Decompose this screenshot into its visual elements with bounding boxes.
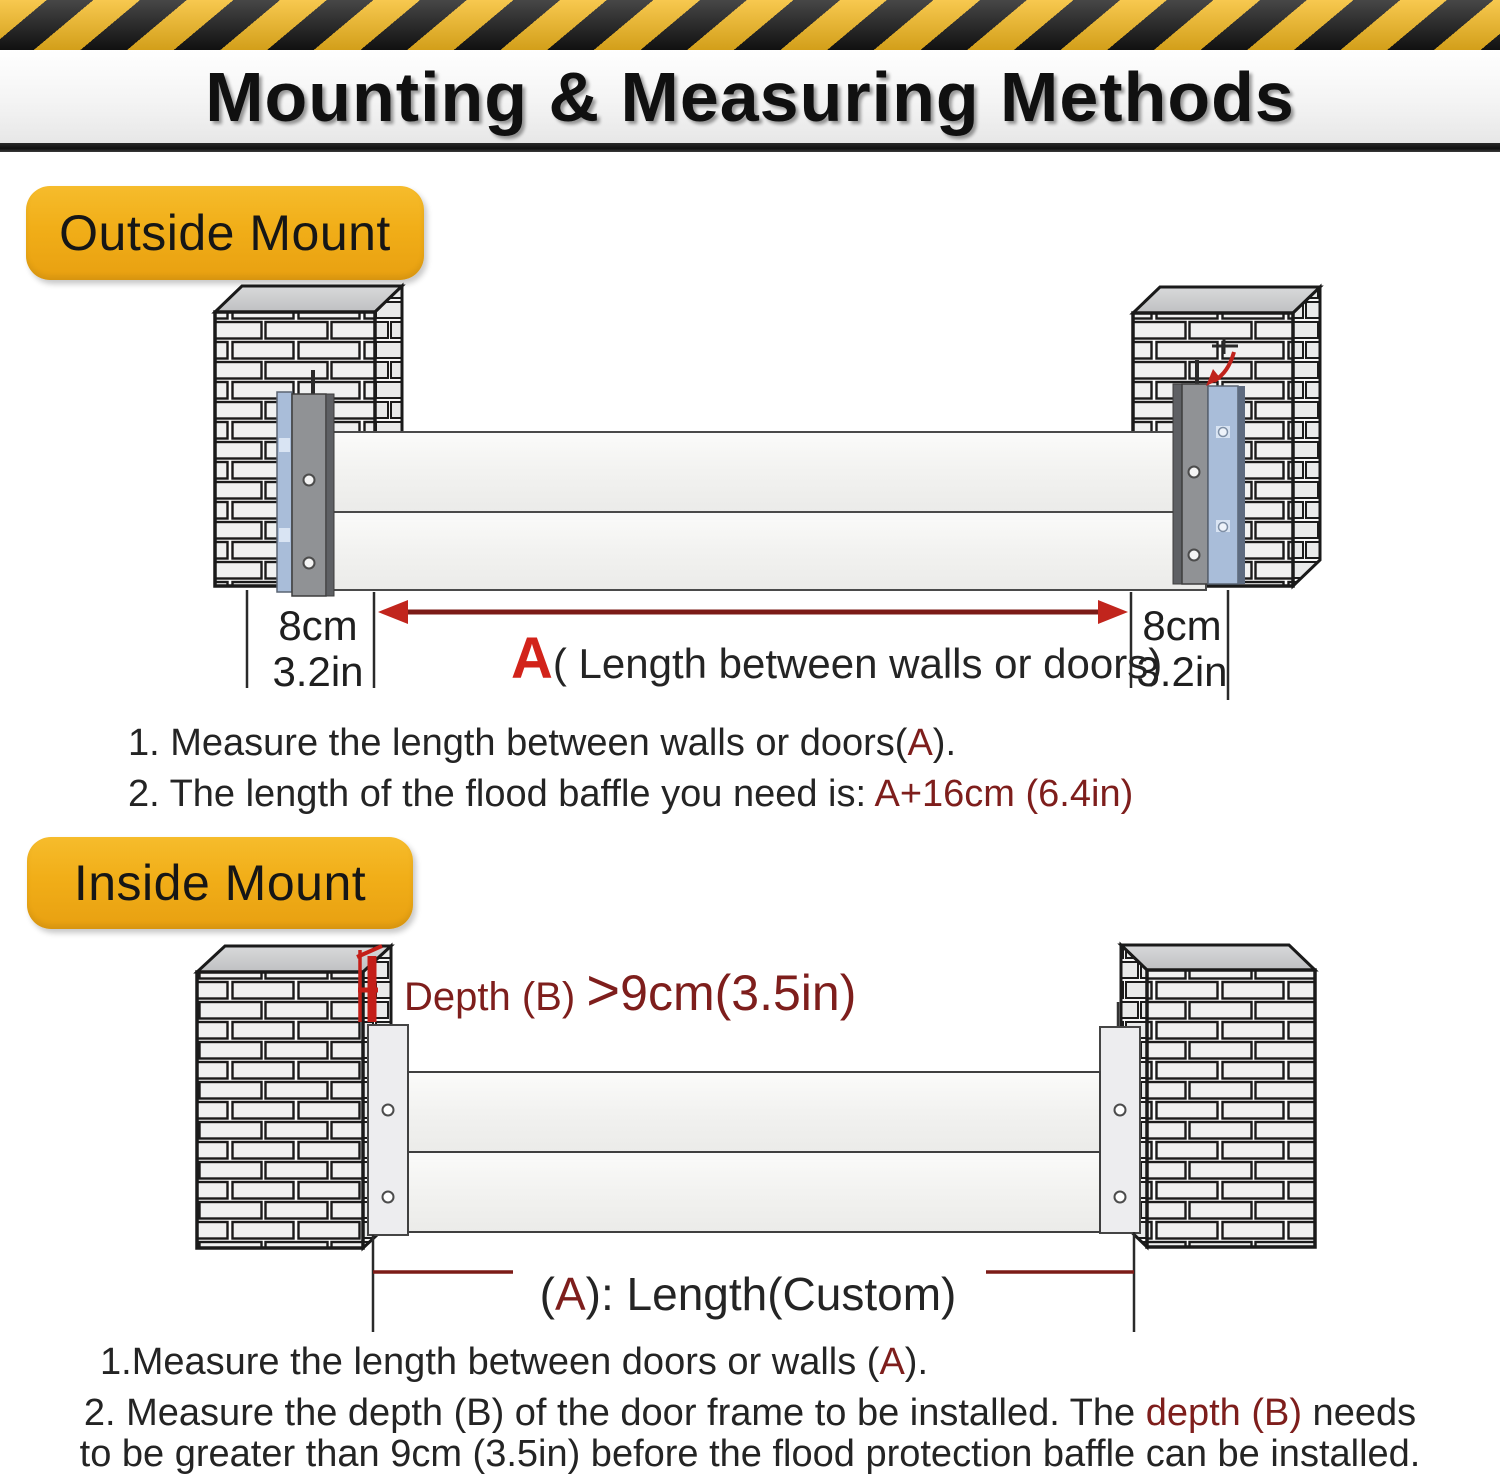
seal-screw-dot [1219,523,1228,532]
inside-mount-badge [27,837,413,929]
seal-strip-mark [279,528,290,542]
screw-hole [304,475,315,486]
panel-top-row [326,432,1206,512]
screw-hole [383,1192,394,1203]
brick-pillar-right [1118,945,1315,1247]
caution-stripe-band [0,0,1500,50]
pillar-cap [215,286,402,312]
pillar-front-face [197,972,363,1248]
seal-strip [1208,386,1238,584]
dim-left-in: 3.2in [272,648,364,695]
inside-step-2-line-1: 2. Measure the depth (B) of the door frame to be installed. The depth (B) needs [83,1392,1417,1434]
outside-mount-diagram [0,270,1500,710]
inside-mount-diagram [0,940,1500,1360]
screw-hole [1115,1192,1126,1203]
pillar-cap [1121,945,1315,970]
seal-strip-edge [1238,386,1245,584]
screw-hole [1189,467,1200,478]
dimension-annotation-outside [247,590,1228,700]
inside-step-1: 1.Measure the length between doors or walls (A). [100,1341,929,1383]
dimension-annotation-inside [373,1232,1134,1332]
inside-step-2 [0,1393,1500,1475]
outside-step-1: 1. Measure the length between walls or doors(A). [128,722,957,764]
header-divider-bar [0,143,1500,152]
seal-strip [277,392,292,592]
pillar-cap [1133,287,1320,313]
bracket-edge [1173,384,1182,584]
outside-mount-badge-label: Outside Mount [59,205,391,261]
inside-step-2-line-2: to be greater than 9cm (3.5in) before the flood protection baffle can be installed. [79,1433,1421,1475]
bracket-edge [326,394,334,596]
length-custom-label: (A): Length(Custom) [539,1268,957,1320]
dim-left-cm: 8cm [278,602,358,649]
mounting-bracket-right [1173,352,1245,584]
screw-hole [304,558,315,569]
panel-top-row [408,1072,1100,1152]
dim-right-in: 3.2in [1136,648,1228,695]
screw-hole [1189,550,1200,561]
mounting-channel-right [1100,1027,1140,1233]
outside-step-2: 2. The length of the flood baffle you need is: A+16cm (6.4in) [128,773,1134,815]
length-label-a: A [511,626,553,691]
mounting-bracket-left [277,392,334,596]
pillar-side-face [1293,287,1320,586]
title-banner [0,50,1500,143]
pillar-front-face [1147,970,1315,1247]
depth-label: Depth (B) >9cm(3.5in) [404,958,857,1023]
seal-strip-mark [279,438,290,452]
arrow-head-right [1098,600,1128,624]
inside-mount-badge-label: Inside Mount [73,855,367,911]
panel-bottom-row [408,1152,1100,1232]
page-title: Mounting & Measuring Methods [205,57,1295,136]
seal-screw-dot [1219,428,1228,437]
mounting-channel-left [368,1025,408,1235]
screw-hole [383,1105,394,1116]
panel-bottom-row [326,512,1206,590]
length-label: A( Length between walls or doors) [511,626,1163,691]
flood-barrier-panel [326,432,1206,590]
screw-hole [1115,1105,1126,1116]
flood-barrier-panel [408,1072,1100,1232]
dim-right-cm: 8cm [1142,602,1222,649]
arrow-head-left [378,600,408,624]
pillar-cap [197,946,391,972]
outside-mount-badge [26,186,424,280]
